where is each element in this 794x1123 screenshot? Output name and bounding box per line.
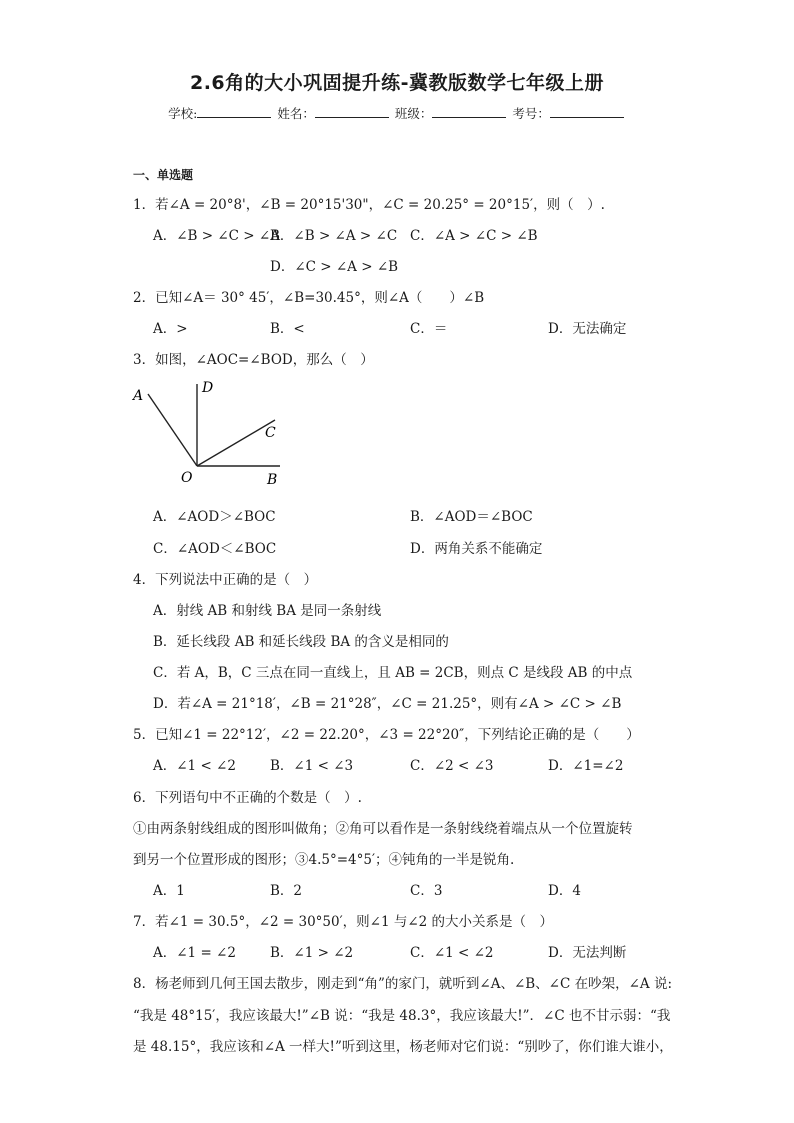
q5-option-a[interactable]: A．∠1 < ∠2 [153,758,236,774]
q5-option-d[interactable]: D．∠1=∠2 [548,758,624,774]
ray-oa [148,394,197,466]
q3-option-c[interactable]: C．∠AOD＜∠BOC [153,541,277,557]
class-label: 班级： [394,106,433,121]
q6-option-c[interactable]: C．3 [410,883,443,899]
q6-option-b[interactable]: B．2 [270,883,303,899]
q4-stem: 4．下列说法中正确的是（ ） [133,572,318,588]
name-blank[interactable] [315,104,389,118]
q3-option-b[interactable]: B．∠AOD＝∠BOC [410,509,533,525]
label-b: B [267,472,278,488]
q7-option-d[interactable]: D．无法判断 [548,945,627,961]
label-a: A [133,388,144,404]
number-blank[interactable] [550,104,624,118]
q6-stem: 6．下列语句中不正确的个数是（ ）. [133,790,362,806]
q7-option-c[interactable]: C．∠1 < ∠2 [410,945,494,961]
q4-option-b[interactable]: B．延长线段 AB 和延长线段 BA 的含义是相同的 [153,634,449,650]
class-blank[interactable] [432,104,506,118]
q1-option-c[interactable]: C．∠A > ∠C > ∠B [410,228,538,244]
q1-option-b[interactable]: B．∠B > ∠A > ∠C [270,228,398,244]
angle-figure [125,376,295,491]
q3-option-d[interactable]: D．两角关系不能确定 [410,541,543,557]
q6-statement-line-2: 到另一个位置形成的图形；③4.5°=4°5′；④钝角的一半是锐角. [133,852,515,868]
q2-stem: 2．已知∠A＝ 30° 45′，∠B=30.45°，则∠A（ ）∠B [133,290,485,306]
q2-option-c[interactable]: C．＝ [410,321,448,337]
q5-stem: 5．已知∠1 = 22°12′，∠2 = 22.20°，∠3 = 22°20″，下列结论正确的是（ ） [133,727,640,743]
q2-option-a[interactable]: A．> [153,321,188,337]
q4-option-d[interactable]: D．若∠A = 21°18′，∠B = 21°28″，∠C = 21.25°，则有∠A > ∠C > ∠B [153,696,622,712]
q1-stem: 1．若∠A = 20°8'，∠B = 20°15'30"，∠C = 20.25° = 20°15′，则（ ）. [133,197,605,213]
q8-line-1: 8．杨老师到几何王国去散步，刚走到“角”的家门，就听到∠A、∠B、∠C 在吵架，∠A 说: [133,976,673,992]
q3-option-a[interactable]: A．∠AOD＞∠BOC [153,509,276,525]
page-title: 2.6角的大小巩固提升练-冀教版数学七年级上册 [189,72,605,94]
q7-option-b[interactable]: B．∠1 > ∠2 [270,945,354,961]
q8-line-2: “我是 48°15′，我应该最大!”∠B 说：“我是 48.3°，我应该最大!”．∠C 也不甘示弱：“我 [133,1008,671,1024]
section-title: 一、单选题 [133,168,194,182]
q4-option-c[interactable]: C．若 A，B，C 三点在同一直线上，且 AB = 2CB，则点 C 是线段 AB 的中点 [153,665,633,681]
name-label: 姓名： [277,106,315,121]
q1-option-a[interactable]: A．∠B > ∠C > ∠A [153,228,280,244]
q7-stem: 7．若∠1 = 30.5°，∠2 = 30°50′，则∠1 与∠2 的大小关系是（ ） [133,914,554,930]
q2-option-d[interactable]: D．无法确定 [548,321,627,337]
number-label: 考号： [512,106,550,121]
q7-option-a[interactable]: A．∠1 = ∠2 [153,945,236,961]
q8-line-3: 是 48.15°，我应该和∠A 一样大!”听到这里，杨老师对它们说：“别吵了，你们谁大谁小， [133,1039,673,1055]
label-o: O [181,470,193,486]
q3-stem: 3．如图，∠AOC=∠BOD，那么（ ） [133,352,374,368]
q2-option-b[interactable]: B．< [270,321,305,337]
school-blank[interactable] [197,104,271,118]
ray-oc [197,420,275,466]
q5-option-c[interactable]: C．∠2 < ∠3 [410,758,494,774]
q1-option-d[interactable]: D．∠C > ∠A > ∠B [270,259,399,275]
q5-option-b[interactable]: B．∠1 < ∠3 [270,758,354,774]
q6-option-d[interactable]: D．4 [548,883,581,899]
label-d: D [202,380,214,396]
school-label: 学校: [168,106,198,121]
student-info-line [0,104,794,122]
q6-option-a[interactable]: A．1 [153,883,185,899]
label-c: C [265,425,276,441]
q6-statement-line-1: ①由两条射线组成的图形叫做角；②角可以看作是一条射线绕着端点从一个位置旋转 [133,821,633,837]
q4-option-a[interactable]: A．射线 AB 和射线 BA 是同一条射线 [153,603,382,619]
